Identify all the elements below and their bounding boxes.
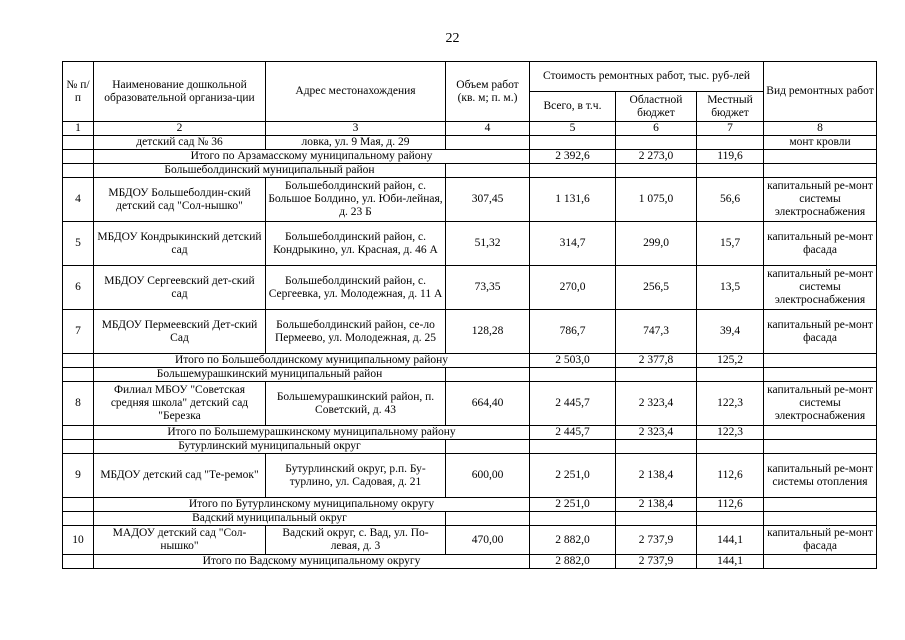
subtotal-local: 119,6 [697, 150, 764, 164]
org-name: Филиал МБОУ "Советская средняя школа" детский сад "Березка [94, 382, 266, 426]
cost-total: 2 251,0 [530, 454, 616, 498]
column-number: 7 [697, 122, 764, 136]
org-address: Большеболдинский район, с. Кондрыкино, ул. Красная, д. 46 А [266, 222, 446, 266]
work-volume: 664,40 [446, 382, 530, 426]
cost-regional: 299,0 [616, 222, 697, 266]
column-number: 8 [764, 122, 877, 136]
org-name: МБДОУ Пермеевский Дет-ский Сад [94, 310, 266, 354]
repair-type: капитальный ре-монт системы электроснабжения [764, 382, 877, 426]
cost-total: 786,7 [530, 310, 616, 354]
subtotal-local: 112,6 [697, 498, 764, 512]
subtotal-regional: 2 377,8 [616, 354, 697, 368]
table-row [63, 222, 877, 266]
org-address: Большемурашкинский район, п. Советский, д. 43 [266, 382, 446, 426]
repair-type: монт кровли [764, 136, 877, 150]
column-number: 1 [63, 122, 94, 136]
table-row [63, 178, 877, 222]
subtotal-regional: 2 138,4 [616, 498, 697, 512]
section-title: Большеболдинский муниципальный район [94, 164, 446, 178]
column-number: 3 [266, 122, 446, 136]
section-title: Большемурашкинский муниципальный район [94, 368, 446, 382]
subtotal-label: Итого по Арзамасскому муниципальному району [94, 150, 530, 164]
work-volume: 73,35 [446, 266, 530, 310]
repair-costs-table [62, 61, 877, 569]
org-address: Большеболдинский район, с. Сергеевка, ул. Молодежная, д. 11 А [266, 266, 446, 310]
table-row [63, 526, 877, 555]
work-volume: 128,28 [446, 310, 530, 354]
cost-regional: 747,3 [616, 310, 697, 354]
subtotal-regional: 2 273,0 [616, 150, 697, 164]
org-name: МБДОУ Кондрыкинский детский сад [94, 222, 266, 266]
column-numbers-row [63, 122, 877, 136]
cost-regional: 2 737,9 [616, 526, 697, 555]
row-num: 5 [63, 222, 94, 266]
cost-local: 122,3 [697, 382, 764, 426]
cost-total: 2 882,0 [530, 526, 616, 555]
header-volume: Объем работ (кв. м; п. м.) [446, 62, 530, 122]
subtotal-label: Итого по Вадскому муниципальному округу [94, 555, 530, 569]
org-name: МАДОУ детский сад "Сол-нышко" [94, 526, 266, 555]
header-address: Адрес местонахождения [266, 62, 446, 122]
header-type: Вид ремонтных работ [764, 62, 877, 122]
cost-regional: 1 075,0 [616, 178, 697, 222]
cost-local: 112,6 [697, 454, 764, 498]
column-number: 4 [446, 122, 530, 136]
org-name: МБДОУ Сергеевский дет-ский сад [94, 266, 266, 310]
section-row [63, 440, 877, 454]
row-num: 6 [63, 266, 94, 310]
section-title: Вадский муниципальный округ [94, 512, 446, 526]
subtotal-row [63, 426, 877, 440]
subtotal-total: 2 392,6 [530, 150, 616, 164]
header-name: Наименование дошкольной образовательной организа-ции [94, 62, 266, 122]
subtotal-row [63, 498, 877, 512]
subtotal-local: 144,1 [697, 555, 764, 569]
row-num: 9 [63, 454, 94, 498]
cost-total: 270,0 [530, 266, 616, 310]
cost-local: 144,1 [697, 526, 764, 555]
subtotal-label: Итого по Бутурлинскому муниципальному округу [94, 498, 530, 512]
repair-type: капитальный ре-монт системы электроснабжения [764, 178, 877, 222]
cost-regional: 2 323,4 [616, 382, 697, 426]
header-local: Местный бюджет [697, 92, 764, 122]
cost-total: 2 445,7 [530, 382, 616, 426]
work-volume: 470,00 [446, 526, 530, 555]
subtotal-label: Итого по Большеболдинскому муниципальному району [94, 354, 530, 368]
org-address: ловка, ул. 9 Мая, д. 29 [266, 136, 446, 150]
subtotal-total: 2 251,0 [530, 498, 616, 512]
repair-type: капитальный ре-монт системы отопления [764, 454, 877, 498]
section-row [63, 512, 877, 526]
table-row [63, 454, 877, 498]
org-name: МБДОУ Большеболдин-ский детский сад "Сол-нышко" [94, 178, 266, 222]
cost-total: 314,7 [530, 222, 616, 266]
org-address: Вадский округ, с. Вад, ул. По-левая, д. 3 [266, 526, 446, 555]
org-address: Бутурлинский округ, р.п. Бу-турлино, ул. Садовая, д. 21 [266, 454, 446, 498]
org-address: Большеболдинский район, се-ло Пермеево, ул. Молодежная, д. 25 [266, 310, 446, 354]
cost-regional: 256,5 [616, 266, 697, 310]
cost-local: 39,4 [697, 310, 764, 354]
table-row [63, 266, 877, 310]
org-name: МБДОУ детский сад "Те-ремок" [94, 454, 266, 498]
header-regional: Областной бюджет [616, 92, 697, 122]
column-number: 2 [94, 122, 266, 136]
subtotal-row [63, 555, 877, 569]
row-num: 4 [63, 178, 94, 222]
repair-type: капитальный ре-монт фасада [764, 222, 877, 266]
subtotal-total: 2 882,0 [530, 555, 616, 569]
column-number: 5 [530, 122, 616, 136]
org-address: Большеболдинский район, с. Большое Болдино, ул. Юби-лейная, д. 23 Б [266, 178, 446, 222]
row-num: 10 [63, 526, 94, 555]
cost-local: 56,6 [697, 178, 764, 222]
column-number: 6 [616, 122, 697, 136]
work-volume: 307,45 [446, 178, 530, 222]
section-row [63, 368, 877, 382]
row-num: 8 [63, 382, 94, 426]
subtotal-local: 122,3 [697, 426, 764, 440]
subtotal-row [63, 150, 877, 164]
repair-type: капитальный ре-монт фасада [764, 310, 877, 354]
section-row [63, 164, 877, 178]
table-row [63, 136, 877, 150]
header-row-1 [63, 62, 877, 92]
work-volume: 51,32 [446, 222, 530, 266]
row-num: 7 [63, 310, 94, 354]
subtotal-row [63, 354, 877, 368]
table-row [63, 310, 877, 354]
repair-type: капитальный ре-монт фасада [764, 526, 877, 555]
subtotal-total: 2 445,7 [530, 426, 616, 440]
header-total: Всего, в т.ч. [530, 92, 616, 122]
subtotal-label: Итого по Большемурашкинскому муниципальному району [94, 426, 530, 440]
header-num: № п/п [63, 62, 94, 122]
subtotal-total: 2 503,0 [530, 354, 616, 368]
subtotal-local: 125,2 [697, 354, 764, 368]
section-title: Бутурлинский муниципальный округ [94, 440, 446, 454]
org-name: детский сад № 36 [94, 136, 266, 150]
header-cost: Стоимость ремонтных работ, тыс. руб-лей [530, 62, 764, 92]
cost-regional: 2 138,4 [616, 454, 697, 498]
cost-total: 1 131,6 [530, 178, 616, 222]
page-number: 22 [445, 31, 460, 46]
cost-local: 13,5 [697, 266, 764, 310]
table-row [63, 382, 877, 426]
repair-type: капитальный ре-монт системы электроснабжения [764, 266, 877, 310]
subtotal-regional: 2 737,9 [616, 555, 697, 569]
subtotal-regional: 2 323,4 [616, 426, 697, 440]
work-volume: 600,00 [446, 454, 530, 498]
cost-local: 15,7 [697, 222, 764, 266]
